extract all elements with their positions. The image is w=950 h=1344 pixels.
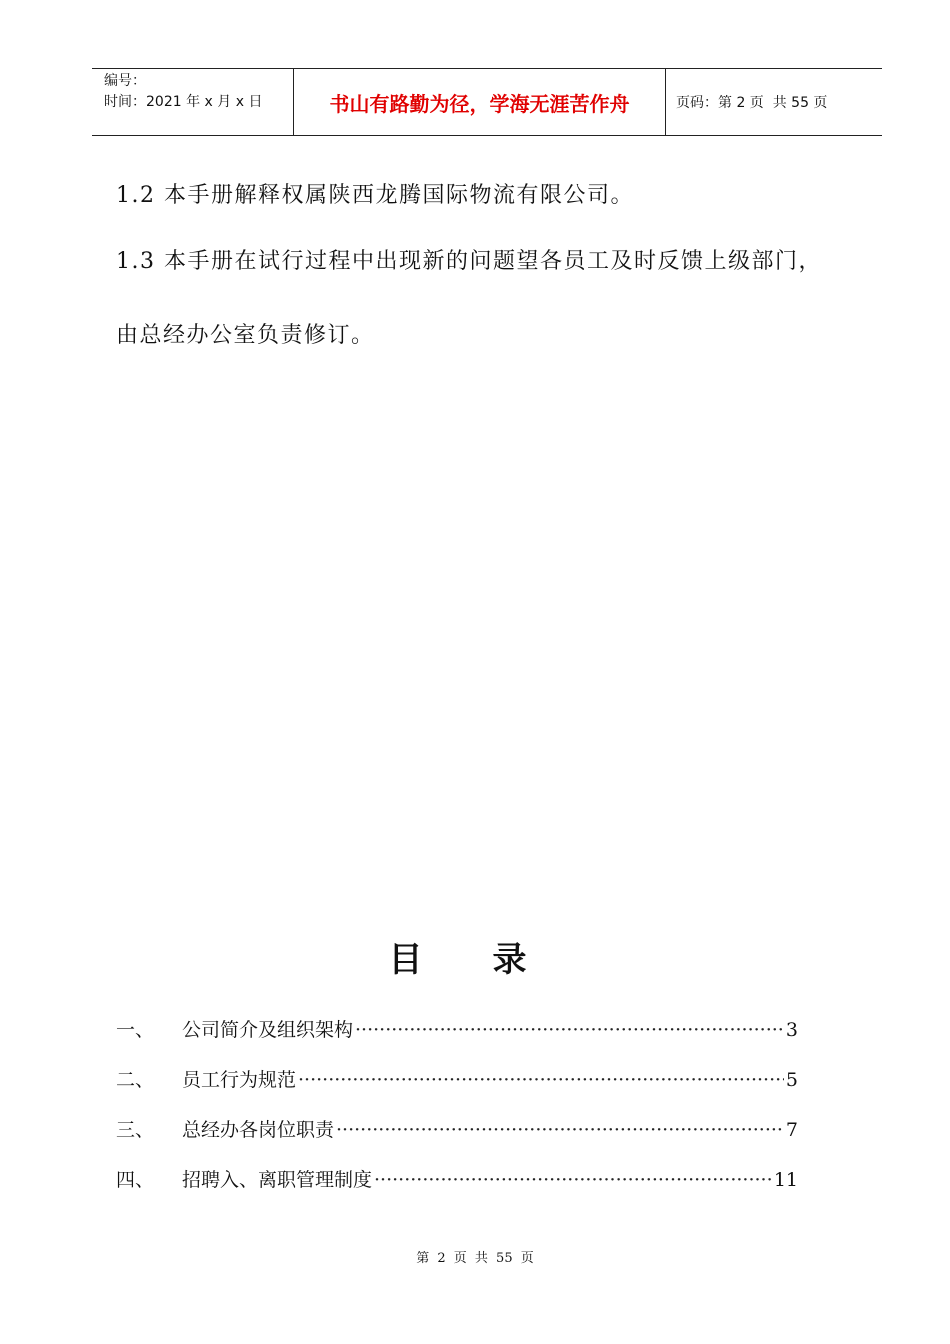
toc-item-label: 总经办各岗位职责 xyxy=(182,1119,335,1141)
header-motto: 书山有路勤为径，学海无涯苦作舟 xyxy=(329,91,630,116)
toc-item-label: 招聘入、离职管理制度 xyxy=(182,1169,373,1191)
toc-item[interactable] xyxy=(116,1065,798,1095)
header-page-info: 页码：第 2 页 共 55 页 xyxy=(676,95,828,111)
toc-item[interactable] xyxy=(116,1115,798,1145)
toc-item-number: 四、 xyxy=(116,1169,155,1191)
toc-leader-dots xyxy=(336,1119,784,1141)
toc-title: 目录 xyxy=(388,940,597,980)
body-paragraph-2: 1.3 本手册在试行过程中出现新的问题望各员工及时反馈上级部门， xyxy=(116,249,822,274)
toc-item-number: 二、 xyxy=(116,1069,155,1091)
page-header xyxy=(92,68,882,136)
body-paragraph-3: 由总经办公室负责修订。 xyxy=(116,323,375,348)
toc-item-page: 11 xyxy=(773,1169,798,1191)
toc-leader-dots xyxy=(298,1069,784,1091)
toc-leader-dots xyxy=(374,1169,772,1191)
header-meta-cell xyxy=(92,69,293,135)
toc-item[interactable] xyxy=(116,1165,798,1195)
toc-item[interactable] xyxy=(116,1015,798,1045)
document-date: 时间：2021 年 x 月 x 日 xyxy=(104,94,263,110)
toc-item-page: 7 xyxy=(785,1119,798,1141)
page-footer: 第 2 页 共 55 页 xyxy=(416,1251,534,1266)
toc-item-label: 员工行为规范 xyxy=(182,1069,297,1091)
header-motto-cell xyxy=(293,69,666,135)
header-page-cell xyxy=(666,69,882,135)
toc-item-number: 三、 xyxy=(116,1119,155,1141)
body-paragraph-1: 1.2 本手册解释权属陕西龙腾国际物流有限公司。 xyxy=(116,183,634,208)
document-code-label: 编号： xyxy=(104,73,146,89)
toc-item-number: 一、 xyxy=(116,1019,155,1041)
toc-leader-dots xyxy=(355,1019,784,1041)
toc-item-page: 3 xyxy=(785,1019,798,1041)
toc-item-label: 公司简介及组织架构 xyxy=(182,1019,354,1041)
toc-item-page: 5 xyxy=(785,1069,798,1091)
